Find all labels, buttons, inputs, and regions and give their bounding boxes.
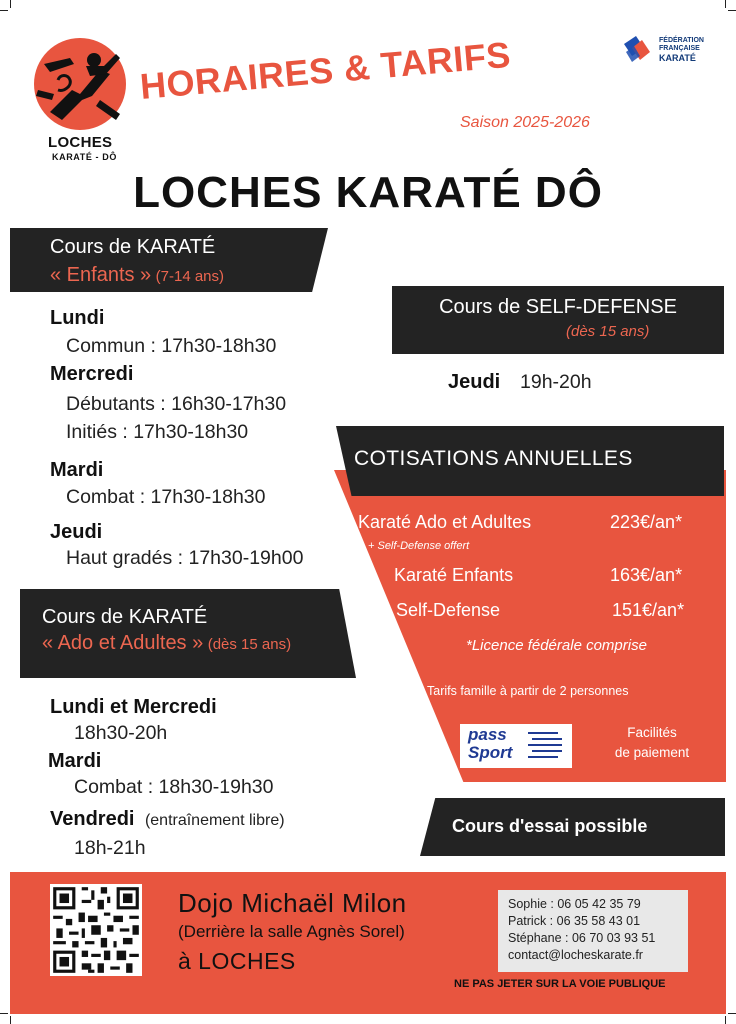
contact-phone[interactable]: Sophie : 06 05 42 35 79 xyxy=(508,897,641,911)
price-label: Karaté Ado et Adultes xyxy=(358,512,532,532)
enfants-slot: Initiés : 17h30-18h30 xyxy=(66,421,249,443)
adultes-day-note: (entraînement libre) xyxy=(144,812,285,829)
enfants-slot: Débutants : 16h30-17h30 xyxy=(66,393,287,415)
contact-phone[interactable]: Patrick : 06 35 58 43 01 xyxy=(508,914,641,928)
enfants-subtitle-row xyxy=(50,264,224,287)
club-name: LOCHES KARATÉ DÔ xyxy=(133,168,603,217)
season-label: Saison 2025-2026 xyxy=(460,114,590,131)
payment-note xyxy=(596,723,708,763)
enfants-title: Cours de KARATÉ xyxy=(50,236,216,258)
federation-logo-icon xyxy=(622,34,658,66)
licence-note: *Licence fédérale comprise xyxy=(466,637,647,654)
price-value: 151€/an* xyxy=(612,600,685,620)
adultes-age: (dès 15 ans) xyxy=(207,636,292,653)
enfants-subtitle: « Enfants » xyxy=(50,264,152,286)
crop-mark xyxy=(725,0,726,8)
enfants-day-mardi: Mardi xyxy=(50,459,104,481)
enfants-day-lundi: Lundi xyxy=(50,307,105,329)
family-note: Tarifs famille à partir de 2 personnes xyxy=(427,684,629,698)
enfants-day-mercredi: Mercredi xyxy=(50,363,134,385)
adultes-slot: Combat : 18h30-19h30 xyxy=(74,776,274,798)
contact-phone[interactable]: Stéphane : 06 70 03 93 51 xyxy=(508,931,656,945)
federation-name xyxy=(659,37,704,63)
contact-email[interactable]: contact@locheskarate.fr xyxy=(508,948,643,962)
crop-mark xyxy=(728,1013,736,1014)
crop-mark xyxy=(725,1016,726,1024)
adultes-day: Lundi et Mercredi xyxy=(50,696,217,718)
logo-subtitle: KARATÉ - DÔ xyxy=(52,152,117,162)
enfants-age: (7-14 ans) xyxy=(155,268,225,285)
enfants-day-jeudi: Jeudi xyxy=(50,521,103,543)
crop-mark xyxy=(0,1013,8,1014)
adultes-day: Vendredi xyxy=(50,808,135,830)
dojo-name: Dojo Michaël Milon xyxy=(178,888,407,918)
pass-sport-line-1: pass xyxy=(468,725,507,744)
dojo-location: (Derrière la salle Agnès Sorel) xyxy=(178,922,405,941)
crop-mark xyxy=(728,10,736,11)
karate-club-logo-icon xyxy=(30,34,130,134)
self-defense-age: (dès 15 ans) xyxy=(566,323,650,340)
adultes-slot: 18h-21h xyxy=(74,837,146,859)
payment-note-line-1: Facilités xyxy=(627,725,677,740)
pass-sport-line-2: Sport xyxy=(468,743,513,762)
logo-name: LOCHES xyxy=(48,134,113,151)
adultes-day: Mardi xyxy=(48,750,102,772)
adultes-subtitle: « Ado et Adultes » xyxy=(42,632,204,654)
price-value: 163€/an* xyxy=(610,565,683,585)
contact-box xyxy=(498,890,688,972)
price-note: + Self-Defense offert xyxy=(368,540,470,552)
price-value: 223€/an* xyxy=(610,512,683,532)
dojo-city: à LOCHES xyxy=(178,948,296,974)
self-defense-day: Jeudi xyxy=(448,371,501,393)
cotisations-title: COTISATIONS ANNUELLES xyxy=(354,447,633,470)
disclaimer: NE PAS JETER SUR LA VOIE PUBLIQUE xyxy=(454,978,666,990)
payment-note-line-2: de paiement xyxy=(614,745,690,760)
federation-line-3: KARATÉ xyxy=(659,53,696,63)
self-defense-title: Cours de SELF-DEFENSE xyxy=(439,296,677,318)
crop-mark xyxy=(10,1016,11,1024)
enfants-slot: Commun : 17h30-18h30 xyxy=(66,335,277,357)
adultes-subtitle-row xyxy=(42,632,291,655)
crop-mark xyxy=(0,10,8,11)
adultes-day-row xyxy=(50,808,285,831)
price-label: Karaté Enfants xyxy=(394,565,514,585)
adultes-title: Cours de KARATÉ xyxy=(42,606,208,628)
pass-sport-stripes-icon xyxy=(526,730,566,762)
price-label: Self-Defense xyxy=(396,600,501,620)
qr-code-icon[interactable] xyxy=(50,884,142,976)
federation-line-1: FÉDÉRATION xyxy=(659,37,704,44)
self-defense-time: 19h-20h xyxy=(520,371,592,393)
trial-class-label: Cours d'essai possible xyxy=(452,816,648,836)
enfants-slot: Combat : 17h30-18h30 xyxy=(66,486,266,508)
crop-mark xyxy=(10,0,11,8)
pass-sport-logo xyxy=(460,724,572,768)
federation-line-2: FRANÇAISE xyxy=(659,45,700,52)
enfants-slot: Haut gradés : 17h30-19h00 xyxy=(66,547,304,569)
page-title: HORAIRES & TARIFS xyxy=(138,33,513,108)
adultes-slot: 18h30-20h xyxy=(74,722,168,744)
